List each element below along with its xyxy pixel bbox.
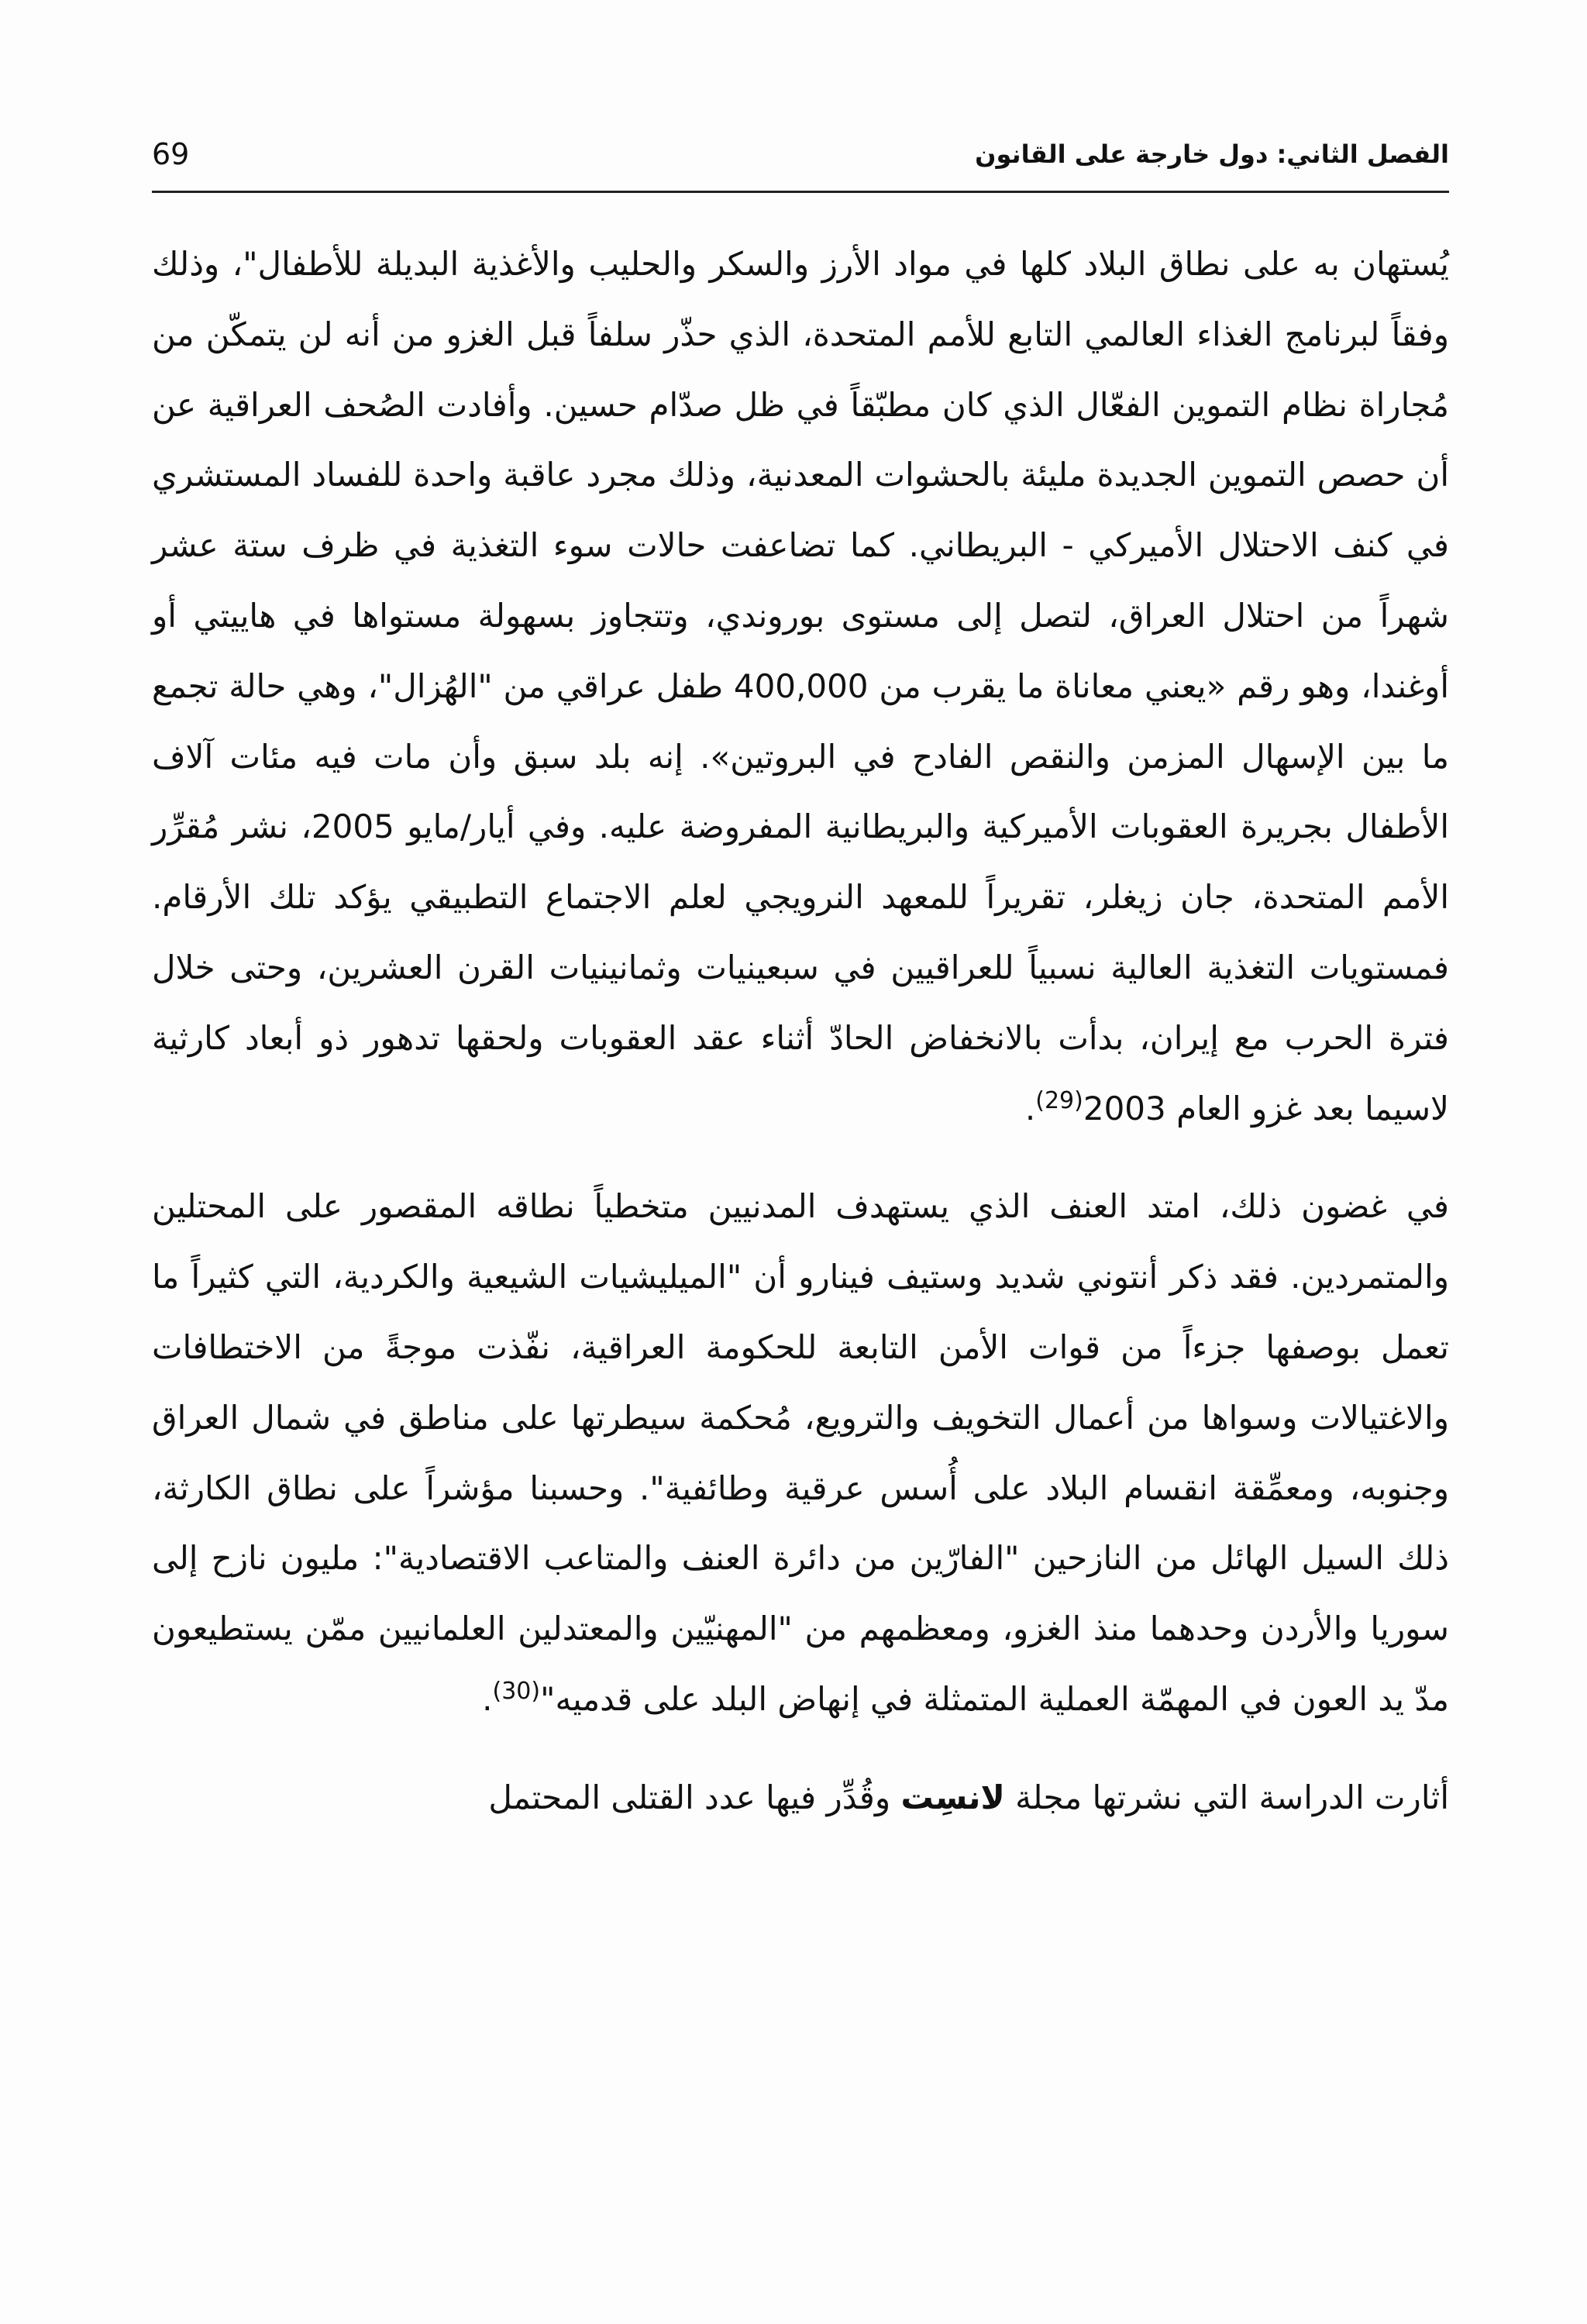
- running-title: الفصل الثاني: دول خارجة على القانون: [975, 139, 1449, 169]
- footnote-marker-30: (30): [492, 1677, 541, 1705]
- paragraph-3: [152, 1763, 1449, 1833]
- footnote-marker-29: (29): [1035, 1086, 1083, 1114]
- paragraph-3-text-start: أثارت الدراسة التي نشرتها مجلة: [1004, 1778, 1449, 1816]
- paragraph-1: يُستهان به على نطاق البلاد كلها في مواد الأرز والسكر والحليب والأغذية البديلة للأطفال"، وذلك وفقاً لبرنامج الغذاء العالمي التابع للأمم المتحدة، الذي حذّر سلفاً قبل الغزو من أنه لن يتمكّن من مُجاراة نظام التموين الفعّال الذي كان مطبّقاً في ظل صدّام حسين. وأفادت الصُحف العراقية عن أن حصص التموين الجديدة مليئة بالحشوات المعدنية، وذلك مجرد عاقبة واحدة للفساد المستشري في كنف الاحتلال الأميركي - البريطاني. كما تضاعفت حالات سوء التغذية في ظرف ستة عشر شهراً من احتلال العراق، لتصل إلى مستوى بوروندي، وتتجاوز بسهولة مستواها في هاييتي أو أوغندا، وهو رقم «يعني معاناة ما يقرب من 400,000 طفل عراقي من "الهُزال"، وهي حالة تجمع ما بين الإسهال المزمن والنقص الفادح في البروتين». إنه بلد سبق وأن مات فيه مئات آلاف الأطفال بجريرة العقوبات الأميركية والبريطانية المفروضة عليه. وفي أيار/مايو 2005، نشر مُقرِّر الأمم المتحدة، جان زيغلر، تقريراً للمعهد النرويجي لعلم الاجتماع التطبيقي يؤكد تلك الأرقام. فمستويات التغذية العالية نسبياً للعراقيين في سبعينيات وثمانينيات القرن العشرين، وحتى خلال فترة الحرب مع إيران، بدأت بالانخفاض الحادّ أثناء عقد العقوبات ولحقها تدهور ذو أبعاد كارثية لاسيما بعد غزو العام 2003$^{(29)}$.: [152, 245, 1449, 1128]
- page-number: 69: [152, 137, 190, 171]
- paragraph-3-text-end: وقُدِّر فيها عدد القتلى المحتمل: [488, 1778, 901, 1816]
- page-header: [152, 130, 1449, 178]
- paragraph-2: في غضون ذلك، امتد العنف الذي يستهدف المدنيين متخطياً نطاقه المقصور على المحتلين والمتمردين. فقد ذكر أنتوني شديد وستيف فينارو أن "الميليشيات الشيعية والكردية، التي كثيراً ما تعمل بوصفها جزءاً من قوات الأمن التابعة للحكومة العراقية، نفّذت موجةً من الاختطافات والاغتيالات وسواها من أعمال التخويف والترويع، مُحكمة سيطرتها على مناطق في شمال العراق وجنوبه، ومعمِّقة انقسام البلاد على أُسس عرقية وطائفية". وحسبنا مؤشراً على نطاق الكارثة، ذلك السيل الهائل من النازحين "الفارّين من دائرة العنف والمتاعب الاقتصادية": مليون نازح إلى سوريا والأردن وحدهما منذ الغزو، ومعظمهم من "المهنيّين والمعتدلين العلمانيين ممّن يستطيعون مدّ يد العون في المهمّة العملية المتمثلة في إنهاض البلد على قدميه"$^{(30)}$.: [152, 1187, 1449, 1718]
- paragraph-2-text: في غضون ذلك، امتد العنف الذي يستهدف المدنيين متخطياً نطاقه المقصور على المحتلين والمتمردين. فقد ذكر أنتوني شديد وستيف فينارو أن "الميليشيات الشيعية والكردية، التي كثيراً ما تعمل بوصفها جزءاً من قوات الأمن التابعة للحكومة العراقية، نفّذت موجةً من الاختطافات والاغتيالات وسواها من أعمال التخويف والترويع، مُحكمة سيطرتها على مناطق في شمال العراق وجنوبه، ومعمِّقة انقسام البلاد على أُسس عرقية وطائفية". وحسبنا مؤشراً على نطاق الكارثة، ذلك السيل الهائل من النازحين "الفارّين من دائرة العنف والمتاعب الاقتصادية": مليون نازح إلى سوريا والأردن وحدهما منذ الغزو، ومعظمهم من "المهنيّين والمعتدلين العلمانيين ممّن يستطيعون مدّ يد العون في المهمّة العملية المتمثلة في إنهاض البلد على قدميه": [152, 1187, 1449, 1718]
- body-text: [152, 229, 1449, 1833]
- paragraph-1-text: يُستهان به على نطاق البلاد كلها في مواد الأرز والسكر والحليب والأغذية البديلة للأطفال"، وذلك وفقاً لبرنامج الغذاء العالمي التابع للأمم المتحدة، الذي حذّر سلفاً قبل الغزو من أنه لن يتمكّن من مُجاراة نظام التموين الفعّال الذي كان مطبّقاً في ظل صدّام حسين. وأفادت الصُحف العراقية عن أن حصص التموين الجديدة مليئة بالحشوات المعدنية، وذلك مجرد عاقبة واحدة للفساد المستشري في كنف الاحتلال الأميركي - البريطاني. كما تضاعفت حالات سوء التغذية في ظرف ستة عشر شهراً من احتلال العراق، لتصل إلى مستوى بوروندي، وتتجاوز بسهولة مستواها في هاييتي أو أوغندا، وهو رقم «يعني معاناة ما يقرب من 400,000 طفل عراقي من "الهُزال"، وهي حالة تجمع ما بين الإسهال المزمن والنقص الفادح في البروتين». إنه بلد سبق وأن مات فيه مئات آلاف الأطفال بجريرة العقوبات الأميركية والبريطانية المفروضة عليه. وفي أيار/مايو 2005، نشر مُقرِّر الأمم المتحدة، جان زيغلر، تقريراً للمعهد النرويجي لعلم الاجتماع التطبيقي يؤكد تلك الأرقام. فمستويات التغذية العالية نسبياً للعراقيين في سبعينيات وثمانينيات القرن العشرين، وحتى خلال فترة الحرب مع إيران، بدأت بالانخفاض الحادّ أثناء عقد العقوبات ولحقها تدهور ذو أبعاد كارثية لاسيما بعد غزو العام 2003: [152, 245, 1449, 1128]
- header-rule: [152, 191, 1449, 193]
- journal-name-lancet: لانسِت: [900, 1778, 1005, 1816]
